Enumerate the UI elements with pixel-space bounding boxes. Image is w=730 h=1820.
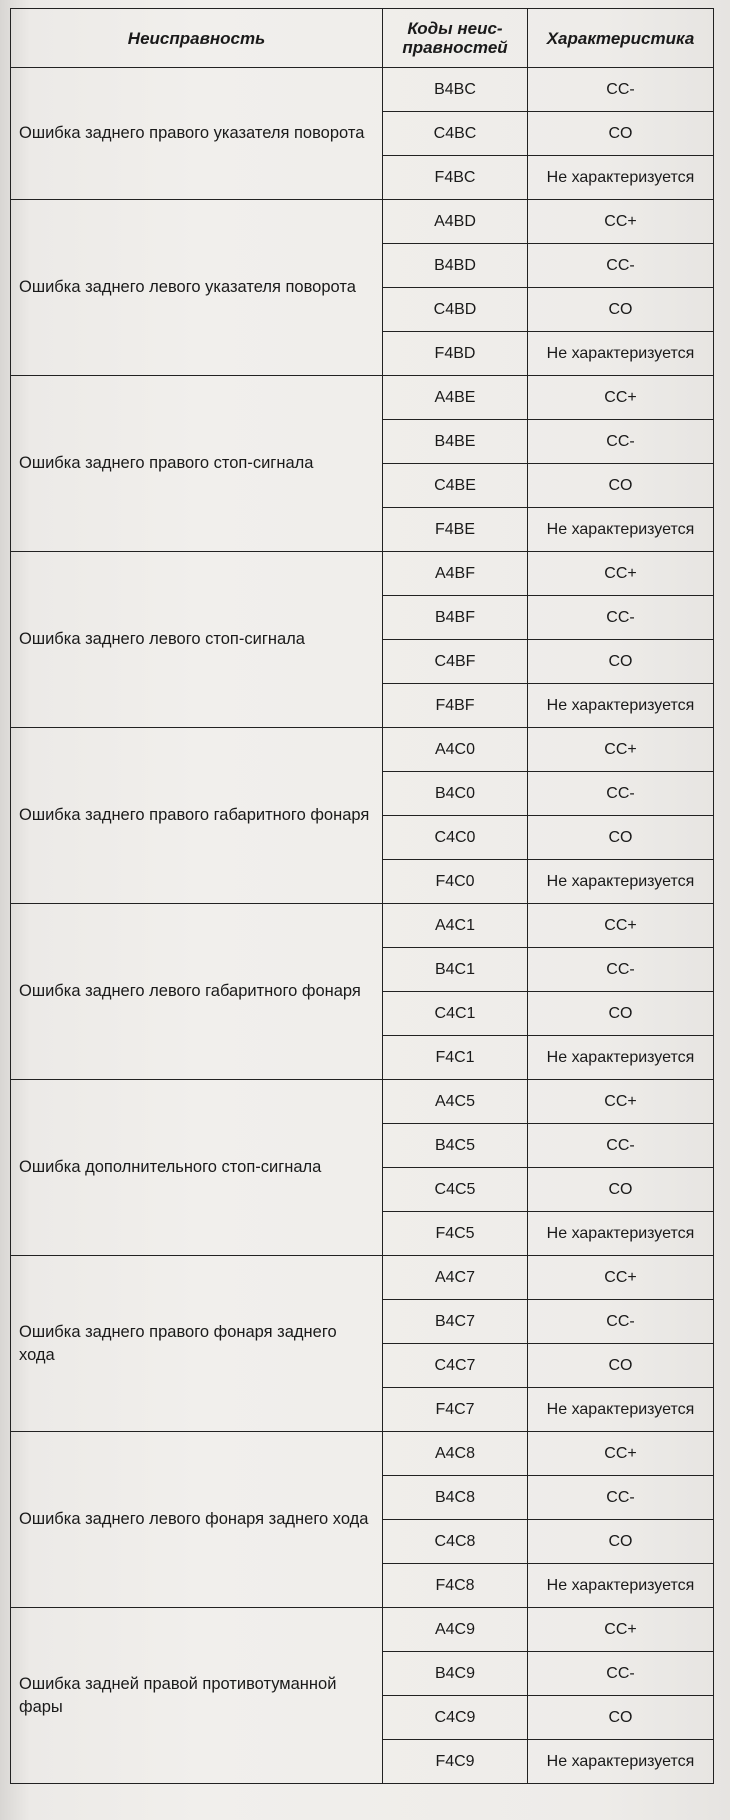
table-body <box>11 68 714 1784</box>
fault-code-cell: F4C7 <box>383 1388 528 1432</box>
characteristic-cell: CC- <box>528 1124 714 1168</box>
characteristic-cell: CC- <box>528 420 714 464</box>
characteristic-cell: CC+ <box>528 904 714 948</box>
fault-description-cell: Ошибка заднего левого стоп-сигнала <box>11 552 383 728</box>
fault-code-cell: C4C1 <box>383 992 528 1036</box>
fault-description-cell: Ошибка заднего левого указателя поворота <box>11 200 383 376</box>
table-row <box>11 376 714 420</box>
fault-code-cell: F4C8 <box>383 1564 528 1608</box>
table-row <box>11 728 714 772</box>
characteristic-cell: CO <box>528 1344 714 1388</box>
fault-codes-table <box>10 8 714 1784</box>
fault-code-cell: B4C8 <box>383 1476 528 1520</box>
fault-code-cell: B4C9 <box>383 1652 528 1696</box>
table-row <box>11 68 714 112</box>
table-row <box>11 1256 714 1300</box>
fault-code-cell: C4BD <box>383 288 528 332</box>
fault-code-cell: F4C9 <box>383 1740 528 1784</box>
characteristic-cell: Не характеризуется <box>528 1036 714 1080</box>
fault-code-cell: C4BC <box>383 112 528 156</box>
fault-code-cell: A4BF <box>383 552 528 596</box>
fault-code-cell: F4BD <box>383 332 528 376</box>
fault-code-cell: A4C1 <box>383 904 528 948</box>
characteristic-cell: CC+ <box>528 1256 714 1300</box>
header-codes-line1: Коды неис- <box>407 19 503 38</box>
fault-code-cell: B4BC <box>383 68 528 112</box>
characteristic-cell: CO <box>528 112 714 156</box>
characteristic-cell: CC- <box>528 948 714 992</box>
fault-code-cell: C4C7 <box>383 1344 528 1388</box>
fault-description-cell: Ошибка заднего правого габаритного фонаря <box>11 728 383 904</box>
table-row <box>11 1608 714 1652</box>
characteristic-cell: CO <box>528 1520 714 1564</box>
fault-description-cell: Ошибка заднего правого указателя поворота <box>11 68 383 200</box>
characteristic-cell: Не характеризуется <box>528 156 714 200</box>
characteristic-cell: Не характеризуется <box>528 684 714 728</box>
fault-code-cell: F4C5 <box>383 1212 528 1256</box>
fault-code-cell: C4C9 <box>383 1696 528 1740</box>
fault-code-cell: A4BD <box>383 200 528 244</box>
fault-code-cell: A4C8 <box>383 1432 528 1476</box>
characteristic-cell: CO <box>528 1696 714 1740</box>
fault-code-cell: B4C1 <box>383 948 528 992</box>
fault-code-cell: B4BE <box>383 420 528 464</box>
characteristic-cell: CC- <box>528 244 714 288</box>
fault-code-cell: B4C5 <box>383 1124 528 1168</box>
characteristic-cell: CC+ <box>528 728 714 772</box>
characteristic-cell: CC- <box>528 1300 714 1344</box>
fault-code-cell: F4BE <box>383 508 528 552</box>
fault-code-cell: A4BE <box>383 376 528 420</box>
fault-description-cell: Ошибка задней правой противотуманной фары <box>11 1608 383 1784</box>
fault-code-cell: F4C0 <box>383 860 528 904</box>
characteristic-cell: CC+ <box>528 1080 714 1124</box>
characteristic-cell: CC+ <box>528 1432 714 1476</box>
characteristic-cell: CC- <box>528 68 714 112</box>
fault-description-cell: Ошибка заднего левого габаритного фонаря <box>11 904 383 1080</box>
table-row <box>11 200 714 244</box>
characteristic-cell: Не характеризуется <box>528 860 714 904</box>
characteristic-cell: CO <box>528 992 714 1036</box>
table-row <box>11 552 714 596</box>
table-row <box>11 1080 714 1124</box>
characteristic-cell: Не характеризуется <box>528 1564 714 1608</box>
characteristic-cell: CC+ <box>528 200 714 244</box>
header-characteristic: Характеристика <box>528 9 714 68</box>
fault-code-cell: F4BF <box>383 684 528 728</box>
characteristic-cell: Не характеризуется <box>528 1388 714 1432</box>
characteristic-cell: CC- <box>528 1652 714 1696</box>
fault-code-cell: B4C0 <box>383 772 528 816</box>
fault-code-cell: B4BD <box>383 244 528 288</box>
fault-code-cell: A4C9 <box>383 1608 528 1652</box>
fault-code-cell: B4C7 <box>383 1300 528 1344</box>
fault-code-cell: A4C7 <box>383 1256 528 1300</box>
characteristic-cell: CC+ <box>528 1608 714 1652</box>
fault-description-cell: Ошибка заднего правого стоп-сигнала <box>11 376 383 552</box>
characteristic-cell: CC- <box>528 1476 714 1520</box>
characteristic-cell: CO <box>528 640 714 684</box>
characteristic-cell: CC- <box>528 772 714 816</box>
characteristic-cell: Не характеризуется <box>528 332 714 376</box>
fault-code-cell: C4BF <box>383 640 528 684</box>
fault-code-cell: C4BE <box>383 464 528 508</box>
characteristic-cell: CO <box>528 464 714 508</box>
fault-description-cell: Ошибка заднего правого фонаря заднего хода <box>11 1256 383 1432</box>
characteristic-cell: CO <box>528 816 714 860</box>
fault-code-cell: F4BC <box>383 156 528 200</box>
header-codes-line2: правностей <box>402 38 508 57</box>
fault-code-cell: C4C8 <box>383 1520 528 1564</box>
fault-code-cell: A4C0 <box>383 728 528 772</box>
fault-description-cell: Ошибка дополнительного стоп-сигнала <box>11 1080 383 1256</box>
characteristic-cell: CC- <box>528 596 714 640</box>
table-header-row <box>11 9 714 68</box>
fault-code-cell: F4C1 <box>383 1036 528 1080</box>
characteristic-cell: Не характеризуется <box>528 1740 714 1784</box>
table-row <box>11 904 714 948</box>
fault-description-cell: Ошибка заднего левого фонаря заднего хода <box>11 1432 383 1608</box>
fault-code-cell: C4C5 <box>383 1168 528 1212</box>
characteristic-cell: CC+ <box>528 376 714 420</box>
characteristic-cell: CO <box>528 1168 714 1212</box>
fault-code-cell: C4C0 <box>383 816 528 860</box>
table-row <box>11 1432 714 1476</box>
header-codes <box>383 9 528 68</box>
fault-code-cell: B4BF <box>383 596 528 640</box>
characteristic-cell: Не характеризуется <box>528 1212 714 1256</box>
characteristic-cell: Не характеризуется <box>528 508 714 552</box>
header-fault: Неисправность <box>11 9 383 68</box>
fault-code-cell: A4C5 <box>383 1080 528 1124</box>
characteristic-cell: CC+ <box>528 552 714 596</box>
characteristic-cell: CO <box>528 288 714 332</box>
